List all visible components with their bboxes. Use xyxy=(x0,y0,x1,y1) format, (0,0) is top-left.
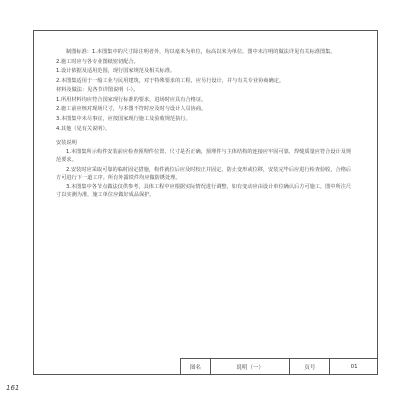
title-block-drawing-name: 说明（一） xyxy=(211,359,291,375)
notes-paragraph: 1.所用材料均应符合国家现行标准的要求，进场时应具有合格证。 xyxy=(56,96,207,103)
notes-paragraph: 3.本图集中未尽事宜，应按国家现行施工及验收规范执行。 xyxy=(56,115,191,122)
notes-paragraph: 2.本图集适用于一般工业与民用建筑，对于特殊要求的工程，应另行设计，并与有关专业协商确定。 xyxy=(56,77,285,84)
notes-paragraph: 3.本图集中各节点做法仅供参考，具体工程中应根据实际情况进行调整，如有变动应由设计单位确认后方可施工，图中所注尺寸以实测为准，施工单位应做好成品保护。 xyxy=(56,184,352,199)
notes-paragraph: 1.设计依据及适用范围，现行国家规范及相关标准。 xyxy=(56,68,176,75)
notes-body xyxy=(56,48,356,201)
notes-paragraph: 2.施工前应核对现场尺寸，与本图不符时应及时与设计人员协商。 xyxy=(56,106,207,113)
title-block-name-label: 图名 xyxy=(181,359,211,375)
notes-paragraph: 2.安装时应采取可靠的临时固定措施，构件就位后应及时校正并固定，防止变形或位移，安装完毕后应进行检查验收，合格后方可进行下一道工序。所有外露铁件均应做防锈处理。 xyxy=(56,166,352,181)
notes-paragraph: 4.其他（见有关说明）。 xyxy=(56,125,111,132)
title-block-sheet-number: 01 xyxy=(350,364,358,370)
title-block xyxy=(180,358,378,375)
notes-paragraph: 制图标准：1.本图集中的尺寸除注明者外，均以毫米为单位，标高以米为单位。图中未注明的做法详见有关标准图集。 xyxy=(66,49,336,55)
notes-paragraph: 2.施工时应与各专业图纸密切配合。 xyxy=(56,58,139,65)
title-block-sheet-label: 页号 xyxy=(290,359,330,375)
page-number: 161 xyxy=(6,384,20,392)
notes-paragraph: 材料及做法：见各节详图说明（-）。 xyxy=(56,87,139,94)
notes-paragraph: 安装说明 xyxy=(56,139,77,146)
notes-paragraph: 1.本图集所示构件安装前应检查预埋件位置、尺寸是否正确，预埋件与主体结构的连接应牢固可靠，焊缝质量应符合设计及规范要求。 xyxy=(56,149,352,164)
